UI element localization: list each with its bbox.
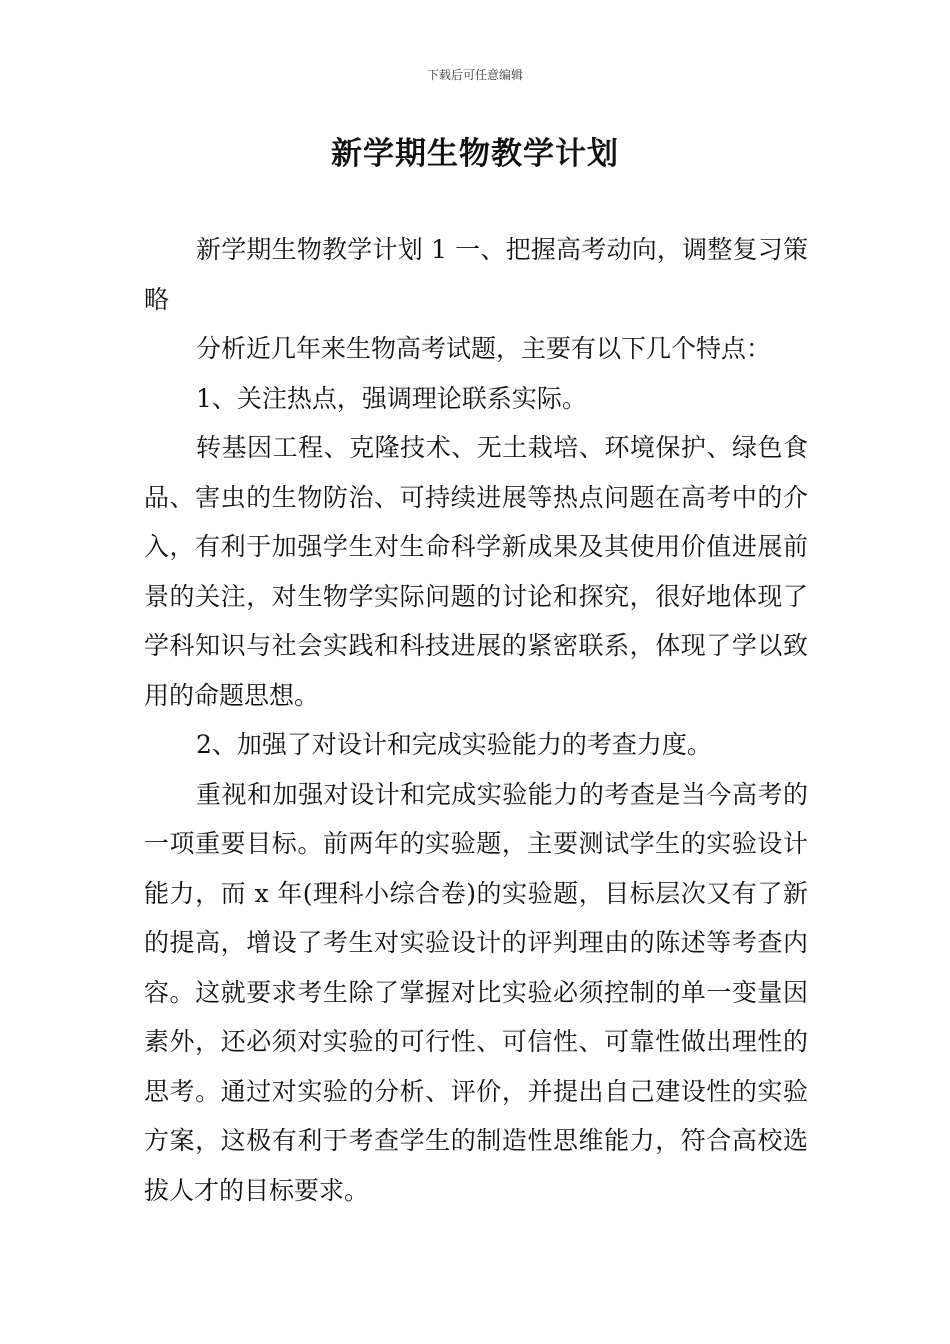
- paragraph-point-1-body: 转基因工程、克隆技术、无土栽培、环境保护、绿色食品、害虫的生物防治、可持续进展等热点问题在高考中的介入，有利于加强学生对生命科学新成果及其使用价值进展前景的关注，对生物学实际问题的讨论和探究，很好地体现了学科知识与社会实践和科技进展的紧密联系，体现了学以致用的命题思想。: [144, 433, 808, 710]
- document-title: 新学期生物教学计划: [331, 136, 619, 172]
- paragraph-point-1-heading: 1、关注热点，强调理论联系实际。: [196, 383, 587, 413]
- paragraph-point-2-body: 重视和加强对设计和完成实验能力的考查是当今高考的一项重要目标。前两年的实验题，主要测试学生的实验设计能力，而 x 年(理科小综合卷)的实验题，目标层次又有了新的提高，增设了考生对实验设计的评判理由的陈述等考查内容。这就要求考生除了掌握对比实验必须控制的单一变量因素外，还必须对实验的可行性、可信性、可靠性做出理性的思考。通过对实验的分析、评价，并提出自己建设性的实验方案，这极有利于考查学生的制造性思维能力，符合高校选拔人才的目标要求。: [144, 779, 808, 1205]
- header-note: 下载后可任意编辑: [426, 68, 523, 82]
- paragraph-intro: 新学期生物教学计划 1 一、把握高考动向，调整复习策略: [144, 235, 808, 314]
- paragraph-analysis: 分析近几年来生物高考试题，主要有以下几个特点：: [196, 334, 772, 363]
- document-body: [144, 225, 808, 1215]
- paragraph-point-2-heading: 2、加强了对设计和完成实验能力的考查力度。: [196, 730, 712, 759]
